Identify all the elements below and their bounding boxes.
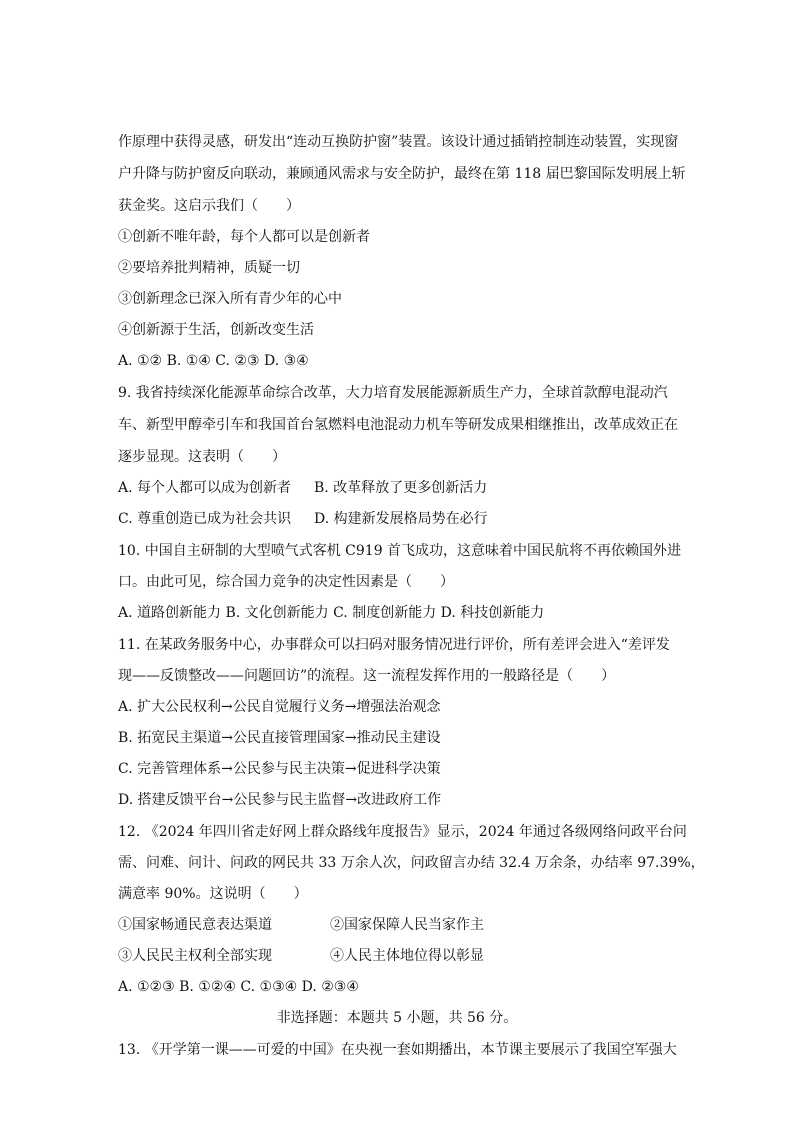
q12-statement-4: ④人民主体地位得以彰显 xyxy=(330,948,484,964)
q11-stem-line-2: 现——反馈整改——问题回访”的流程。这一流程发挥作用的一般路径是（ ） xyxy=(118,668,616,684)
q8-statement-2: ②要培养批判精神，质疑一切 xyxy=(118,260,300,276)
q12-options: A. ①②③ B. ①②④ C. ①③④ D. ②③④ xyxy=(118,979,359,995)
q12-statement-3: ③人民民主权利全部实现 xyxy=(118,948,272,964)
q13-stem-line-1: 13. 《开学第一课——可爱的中国》在央视一套如期播出，本节课主要展示了我国空军强大 xyxy=(118,1042,677,1058)
q12-stem-line-1: 12. 《2024 年四川省走好网上群众路线年度报告》显示，2024 年通过各级网络问政平台问 xyxy=(118,824,687,840)
q10-options: A. 道路创新能力 B. 文化创新能力 C. 制度创新能力 D. 科技创新能力 xyxy=(118,605,545,621)
q12-statement-2: ②国家保障人民当家作主 xyxy=(330,917,484,933)
section-title: 非选择题：本题共 5 小题，共 56 分。 xyxy=(276,1010,518,1026)
q11-option-c: C. 完善管理体系→公民参与民主决策→促进科学决策 xyxy=(118,761,441,777)
q9-option-c: C. 尊重创造已成为社会共识 xyxy=(118,511,292,527)
q11-option-b: B. 拓宽民主渠道→公民直接管理国家→推动民主建设 xyxy=(118,730,441,746)
q12-stem-line-3: 满意率 90%。这说明（ ） xyxy=(118,886,308,902)
q8-statement-1: ①创新不唯年龄，每个人都可以是创新者 xyxy=(118,229,370,245)
q8-stem-line-3: 获金奖。这启示我们（ ） xyxy=(118,198,300,214)
q8-statement-4: ④创新源于生活，创新改变生活 xyxy=(118,322,314,338)
q9-stem-line-3: 逐步显现。这表明（ ） xyxy=(118,449,286,465)
q10-stem-line-2: 口。由此可见，综合国力竞争的决定性因素是（ ） xyxy=(118,574,454,590)
q8-statement-3: ③创新理念已深入所有青少年的心中 xyxy=(118,291,342,307)
q11-option-a: A. 扩大公民权利→公民自觉履行义务→增强法治观念 xyxy=(118,699,441,715)
q8-options: A. ①② B. ①④ C. ②③ D. ③④ xyxy=(118,353,309,369)
q9-option-a: A. 每个人都可以成为创新者 xyxy=(118,480,292,496)
q11-option-d: D. 搭建反馈平台→公民参与民主监督→改进政府工作 xyxy=(118,792,442,808)
q10-stem-line-1: 10. 中国自主研制的大型喷气式客机 C919 首飞成功，这意味着中国民航将不再依赖国外进 xyxy=(118,543,682,559)
q9-option-d: D. 构建新发展格局势在必行 xyxy=(314,511,488,527)
q11-stem-line-1: 11. 在某政务服务中心，办事群众可以扫码对服务情况进行评价，所有差评会进入“差评发 xyxy=(118,637,670,653)
q8-stem-line-1: 作原理中获得灵感，研发出“连动互换防护窗”装置。该设计通过插销控制连动装置，实现窗 xyxy=(118,134,679,150)
q9-stem-line-1: 9. 我省持续深化能源革命综合改革，大力培育发展能源新质生产力，全球首款醇电混动汽 xyxy=(118,385,668,401)
q12-statement-1: ①国家畅通民意表达渠道 xyxy=(118,917,272,933)
q8-stem-line-2: 户升降与防护窗反向联动，兼顾通风需求与安全防护，最终在第 118 届巴黎国际发明展上斩 xyxy=(118,166,686,182)
q12-stem-line-2: 需、问难、问计、问政的网民共 33 万余人次，问政留言办结 32.4 万余条，办结率 97.39%， xyxy=(118,855,705,871)
q9-option-b: B. 改革释放了更多创新活力 xyxy=(314,480,488,496)
q9-stem-line-2: 车、新型甲醇牵引车和我国首台氢燃料电池混动力机车等研发成果相继推出，改革成效正在 xyxy=(118,417,678,433)
